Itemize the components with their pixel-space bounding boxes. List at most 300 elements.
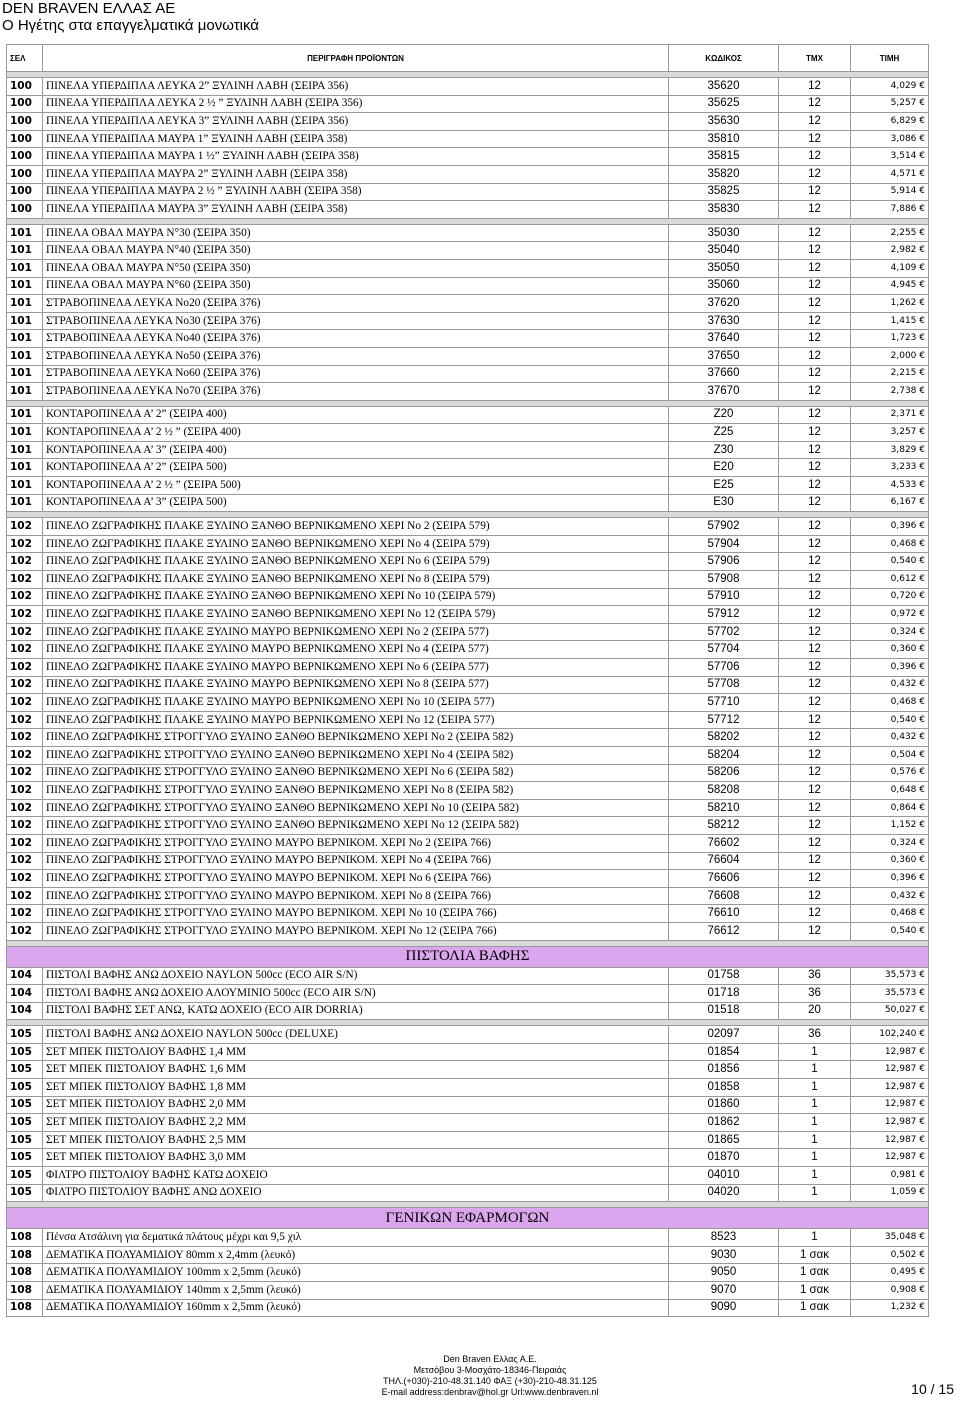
company-name: DEN BRAVEN ΕΛΛΑΣ ΑΕ <box>2 0 176 17</box>
table-row <box>7 834 929 852</box>
table-row <box>7 799 929 817</box>
cell-code: 57904 <box>669 535 779 553</box>
cell-price: 5,914 € <box>851 183 929 201</box>
cell-code: 37620 <box>669 295 779 313</box>
cell-sel: 100 <box>7 165 43 183</box>
cell-quantity: 20 <box>779 1002 851 1020</box>
cell-sel: 100 <box>7 201 43 219</box>
table-row <box>7 1149 929 1167</box>
cell-price: 12,987 € <box>851 1043 929 1061</box>
cell-quantity: 12 <box>779 312 851 330</box>
cell-code: Z20 <box>669 406 779 424</box>
cell-price: 0,468 € <box>851 535 929 553</box>
table-row <box>7 347 929 365</box>
cell-quantity: 1 <box>779 1184 851 1202</box>
cell-sel: 102 <box>7 852 43 870</box>
cell-code: 9030 <box>669 1246 779 1264</box>
cell-sel: 102 <box>7 641 43 659</box>
cell-code: 35815 <box>669 148 779 166</box>
table-row <box>7 365 929 383</box>
cell-code: 57712 <box>669 711 779 729</box>
cell-quantity: 12 <box>779 852 851 870</box>
cell-sel: 102 <box>7 623 43 641</box>
cell-description: ΠΙΝΕΛΑ ΟΒΑΛ ΜΑΥΡΑ Ν°40 (ΣΕΙΡΑ 350) <box>43 242 669 260</box>
table-row <box>7 1043 929 1061</box>
table-row <box>7 295 929 313</box>
table-row <box>7 535 929 553</box>
cell-price: 35,573 € <box>851 967 929 985</box>
cell-code: 8523 <box>669 1229 779 1247</box>
cell-sel: 105 <box>7 1079 43 1097</box>
cell-sel: 100 <box>7 78 43 96</box>
cell-sel: 105 <box>7 1131 43 1149</box>
cell-description: ΠΙΝΕΛΟ ΖΩΓΡΑΦΙΚΗΣ ΠΛΑΚΕ ΞΥΛΙΝΟ ΞΑΝΘΟ ΒΕΡΝΙΚΩΜΕΝΟ ΧΕΡΙ Νο 4 (ΣΕΙΡΑ 579) <box>43 535 669 553</box>
cell-description: ΠΙΝΕΛΟ ΖΩΓΡΑΦΙΚΗΣ ΣΤΡΟΓΓΥΛΟ ΞΥΛΙΝΟ ΞΑΝΘΟ ΒΕΡΝΙΚΩΜΕΝΟ ΧΕΡΙ Νο 2 (ΣΕΙΡΑ 582) <box>43 729 669 747</box>
cell-description: ΣΕΤ ΜΠΕΚ ΠΙΣΤΟΛΙΟΥ ΒΑΦΗΣ 3,0 ΜΜ <box>43 1149 669 1167</box>
table-row <box>7 383 929 401</box>
cell-quantity: 12 <box>779 295 851 313</box>
cell-sel: 101 <box>7 365 43 383</box>
cell-description: ΠΙΝΕΛΟ ΖΩΓΡΑΦΙΚΗΣ ΠΛΑΚΕ ΞΥΛΙΝΟ ΞΑΝΘΟ ΒΕΡΝΙΚΩΜΕΝΟ ΧΕΡΙ Νο 6 (ΣΕΙΡΑ 579) <box>43 553 669 571</box>
cell-price: 35,048 € <box>851 1229 929 1247</box>
cell-description: ΣΤΡΑΒΟΠΙΝΕΛΑ ΛΕΥΚΑ Νο30 (ΣΕΙΡΑ 376) <box>43 312 669 330</box>
cell-quantity: 12 <box>779 165 851 183</box>
table-row <box>7 1002 929 1020</box>
cell-description: ΠΙΝΕΛΑ ΥΠΕΡΔΙΠΛΑ ΛΕΥΚΑ 2” ΞΥΛΙΝΗ ΛΑΒΗ (ΣΕΙΡΑ 356) <box>43 78 669 96</box>
cell-sel: 102 <box>7 887 43 905</box>
cell-price: 12,987 € <box>851 1149 929 1167</box>
cell-quantity: 1 <box>779 1096 851 1114</box>
cell-sel: 100 <box>7 95 43 113</box>
table-row <box>7 1026 929 1044</box>
table-row <box>7 623 929 641</box>
cell-sel: 102 <box>7 571 43 589</box>
col-header-tmx: ΤΜΧ <box>779 45 851 72</box>
cell-price: 1,723 € <box>851 330 929 348</box>
cell-quantity: 12 <box>779 606 851 624</box>
cell-code: 35060 <box>669 277 779 295</box>
cell-code: 57706 <box>669 659 779 677</box>
cell-sel: 101 <box>7 224 43 242</box>
cell-quantity: 12 <box>779 676 851 694</box>
cell-description: ΠΙΝΕΛΟ ΖΩΓΡΑΦΙΚΗΣ ΠΛΑΚΕ ΞΥΛΙΝΟ ΜΑΥΡΟ ΒΕΡΝΙΚΩΜΕΝΟ ΧΕΡΙ Νο 8 (ΣΕΙΡΑ 577) <box>43 676 669 694</box>
cell-price: 0,432 € <box>851 887 929 905</box>
cell-quantity: 12 <box>779 711 851 729</box>
cell-description: ΠΙΝΕΛΟ ΖΩΓΡΑΦΙΚΗΣ ΣΤΡΟΓΓΥΛΟ ΞΥΛΙΝΟ ΜΑΥΡΟ ΒΕΡΝΙΚΟΜ. ΧΕΡΙ Νο 2 (ΣΕΙΡΑ 766) <box>43 834 669 852</box>
cell-quantity: 12 <box>779 887 851 905</box>
footer-contact: E-mail address:denbrav@hol.gr Url:www.denbraven.nl <box>381 1387 599 1397</box>
cell-code: 01860 <box>669 1096 779 1114</box>
cell-description: ΠΙΝΕΛΟ ΖΩΓΡΑΦΙΚΗΣ ΠΛΑΚΕ ΞΥΛΙΝΟ ΜΑΥΡΟ ΒΕΡΝΙΚΩΜΕΝΟ ΧΕΡΙ Νο 12 (ΣΕΙΡΑ 577) <box>43 711 669 729</box>
cell-quantity: 1 σακ <box>779 1246 851 1264</box>
cell-code: 02097 <box>669 1026 779 1044</box>
table-row <box>7 1096 929 1114</box>
cell-price: 0,540 € <box>851 711 929 729</box>
table-row <box>7 406 929 424</box>
cell-code: 35825 <box>669 183 779 201</box>
cell-code: 58212 <box>669 817 779 835</box>
cell-code: 01856 <box>669 1061 779 1079</box>
section-header <box>7 946 929 967</box>
cell-price: 0,468 € <box>851 905 929 923</box>
cell-code: 76606 <box>669 870 779 888</box>
cell-sel: 101 <box>7 441 43 459</box>
cell-quantity: 12 <box>779 330 851 348</box>
table-row <box>7 1061 929 1079</box>
cell-code: 76604 <box>669 852 779 870</box>
cell-description: ΣΕΤ ΜΠΕΚ ΠΙΣΤΟΛΙΟΥ ΒΑΦΗΣ 2,2 ΜΜ <box>43 1114 669 1132</box>
cell-price: 0,396 € <box>851 870 929 888</box>
cell-sel: 102 <box>7 905 43 923</box>
cell-code: E20 <box>669 459 779 477</box>
footer <box>300 1354 680 1398</box>
cell-description: ΠΙΝΕΛΟ ΖΩΓΡΑΦΙΚΗΣ ΣΤΡΟΓΓΥΛΟ ΞΥΛΙΝΟ ΜΑΥΡΟ ΒΕΡΝΙΚΟΜ. ΧΕΡΙ Νο 4 (ΣΕΙΡΑ 766) <box>43 852 669 870</box>
cell-code: 57702 <box>669 623 779 641</box>
cell-quantity: 12 <box>779 905 851 923</box>
cell-description: ΠΙΝΕΛΟ ΖΩΓΡΑΦΙΚΗΣ ΠΛΑΚΕ ΞΥΛΙΝΟ ΜΑΥΡΟ ΒΕΡΝΙΚΩΜΕΝΟ ΧΕΡΙ Νο 4 (ΣΕΙΡΑ 577) <box>43 641 669 659</box>
cell-sel: 101 <box>7 477 43 495</box>
cell-sel: 101 <box>7 295 43 313</box>
cell-price: 2,982 € <box>851 242 929 260</box>
cell-code: 58202 <box>669 729 779 747</box>
cell-sel: 105 <box>7 1096 43 1114</box>
cell-price: 1,262 € <box>851 295 929 313</box>
cell-quantity: 12 <box>779 729 851 747</box>
cell-description: ΠΙΣΤΟΛΙ ΒΑΦΗΣ ΑΝΩ ΔΟΧΕΙΟ NAYLON 500cc (DELUXE) <box>43 1026 669 1044</box>
cell-code: 01718 <box>669 985 779 1003</box>
cell-sel: 102 <box>7 922 43 940</box>
cell-quantity: 12 <box>779 95 851 113</box>
cell-price: 4,571 € <box>851 165 929 183</box>
cell-quantity: 12 <box>779 424 851 442</box>
table-row <box>7 183 929 201</box>
cell-price: 102,240 € <box>851 1026 929 1044</box>
table-row <box>7 113 929 131</box>
table-row <box>7 1167 929 1185</box>
cell-sel: 105 <box>7 1184 43 1202</box>
table-row <box>7 870 929 888</box>
table-row <box>7 242 929 260</box>
cell-code: 35040 <box>669 242 779 260</box>
cell-price: 4,029 € <box>851 78 929 96</box>
cell-quantity: 12 <box>779 535 851 553</box>
cell-sel: 105 <box>7 1167 43 1185</box>
footer-phone: ΤΗΛ.(+030)-210-48.31.140 ΦΑΞ (+30)-210-48.31.125 <box>383 1376 597 1386</box>
cell-price: 0,360 € <box>851 641 929 659</box>
cell-price: 7,886 € <box>851 201 929 219</box>
cell-quantity: 12 <box>779 817 851 835</box>
cell-sel: 101 <box>7 259 43 277</box>
table-row <box>7 1114 929 1132</box>
cell-code: 76602 <box>669 834 779 852</box>
cell-sel: 102 <box>7 659 43 677</box>
table-row <box>7 922 929 940</box>
cell-price: 5,257 € <box>851 95 929 113</box>
cell-description: ΔΕΜΑΤΙΚΑ ΠΟΛΥΑΜΙΔΙΟΥ 100mm x 2,5mm (λευκό) <box>43 1264 669 1282</box>
cell-sel: 102 <box>7 711 43 729</box>
cell-code: 37660 <box>669 365 779 383</box>
table-row <box>7 782 929 800</box>
table-row <box>7 130 929 148</box>
cell-price: 3,829 € <box>851 441 929 459</box>
cell-description: ΠΙΝΕΛΟ ΖΩΓΡΑΦΙΚΗΣ ΠΛΑΚΕ ΞΥΛΙΝΟ ΞΑΝΘΟ ΒΕΡΝΙΚΩΜΕΝΟ ΧΕΡΙ Νο 12 (ΣΕΙΡΑ 579) <box>43 606 669 624</box>
section-header <box>7 1208 929 1229</box>
cell-quantity: 12 <box>779 201 851 219</box>
table-row <box>7 1131 929 1149</box>
cell-code: 04020 <box>669 1184 779 1202</box>
table-row <box>7 887 929 905</box>
cell-sel: 105 <box>7 1114 43 1132</box>
cell-description: ΣΕΤ ΜΠΕΚ ΠΙΣΤΟΛΙΟΥ ΒΑΦΗΣ 1,6 ΜΜ <box>43 1061 669 1079</box>
cell-sel: 101 <box>7 277 43 295</box>
cell-quantity: 12 <box>779 224 851 242</box>
cell-code: 37670 <box>669 383 779 401</box>
cell-description: ΔΕΜΑΤΙΚΑ ΠΟΛΥΑΜΙΔΙΟΥ 80mm x 2,4mm (λευκό) <box>43 1246 669 1264</box>
cell-quantity: 12 <box>779 659 851 677</box>
cell-sel: 101 <box>7 242 43 260</box>
cell-quantity: 12 <box>779 441 851 459</box>
cell-description: ΠΙΝΕΛΟ ΖΩΓΡΑΦΙΚΗΣ ΠΛΑΚΕ ΞΥΛΙΝΟ ΞΑΝΘΟ ΒΕΡΝΙΚΩΜΕΝΟ ΧΕΡΙ Νο 2 (ΣΕΙΡΑ 579) <box>43 518 669 536</box>
price-list-table <box>6 44 929 1317</box>
cell-description: ΠΙΣΤΟΛΙ ΒΑΦΗΣ ΣΕΤ ΑΝΩ, ΚΑΤΩ ΔΟΧΕΙΟ (ECO AIR DORRIA) <box>43 1002 669 1020</box>
table-row <box>7 694 929 712</box>
cell-sel: 108 <box>7 1282 43 1300</box>
cell-price: 12,987 € <box>851 1096 929 1114</box>
cell-sel: 102 <box>7 729 43 747</box>
cell-quantity: 12 <box>779 406 851 424</box>
cell-price: 0,908 € <box>851 1282 929 1300</box>
cell-sel: 102 <box>7 746 43 764</box>
cell-code: 57912 <box>669 606 779 624</box>
cell-quantity: 12 <box>779 571 851 589</box>
cell-code: 57710 <box>669 694 779 712</box>
cell-price: 0,360 € <box>851 852 929 870</box>
cell-description: ΠΙΝΕΛΟ ΖΩΓΡΑΦΙΚΗΣ ΣΤΡΟΓΓΥΛΟ ΞΥΛΙΝΟ ΜΑΥΡΟ ΒΕΡΝΙΚΟΜ. ΧΕΡΙ Νο 10 (ΣΕΙΡΑ 766) <box>43 905 669 923</box>
cell-sel: 101 <box>7 383 43 401</box>
table-row <box>7 985 929 1003</box>
cell-price: 3,086 € <box>851 130 929 148</box>
cell-description: ΣΤΡΑΒΟΠΙΝΕΛΑ ΛΕΥΚΑ Νο40 (ΣΕΙΡΑ 376) <box>43 330 669 348</box>
cell-quantity: 12 <box>779 347 851 365</box>
table-row <box>7 312 929 330</box>
cell-sel: 101 <box>7 494 43 512</box>
cell-code: 58204 <box>669 746 779 764</box>
cell-price: 4,109 € <box>851 259 929 277</box>
cell-price: 0,981 € <box>851 1167 929 1185</box>
cell-price: 0,972 € <box>851 606 929 624</box>
cell-code: 76612 <box>669 922 779 940</box>
cell-sel: 102 <box>7 518 43 536</box>
cell-code: 35625 <box>669 95 779 113</box>
cell-description: ΠΙΝΕΛΟ ΖΩΓΡΑΦΙΚΗΣ ΣΤΡΟΓΓΥΛΟ ΞΥΛΙΝΟ ΞΑΝΘΟ ΒΕΡΝΙΚΩΜΕΝΟ ΧΕΡΙ Νο 8 (ΣΕΙΡΑ 582) <box>43 782 669 800</box>
cell-description: ΠΙΝΕΛΟ ΖΩΓΡΑΦΙΚΗΣ ΣΤΡΟΓΓΥΛΟ ΞΥΛΙΝΟ ΞΑΝΘΟ ΒΕΡΝΙΚΩΜΕΝΟ ΧΕΡΙ Νο 12 (ΣΕΙΡΑ 582) <box>43 817 669 835</box>
table-row <box>7 1246 929 1264</box>
cell-description: ΠΙΣΤΟΛΙ ΒΑΦΗΣ ΑΝΩ ΔΟΧΕΙΟ NAYLON 500cc (ECO AIR S/N) <box>43 967 669 985</box>
cell-price: 0,432 € <box>851 729 929 747</box>
cell-code: 01854 <box>669 1043 779 1061</box>
table-row <box>7 1264 929 1282</box>
cell-code: 9090 <box>669 1299 779 1317</box>
cell-price: 4,945 € <box>851 277 929 295</box>
cell-sel: 101 <box>7 459 43 477</box>
table-row <box>7 1079 929 1097</box>
cell-price: 0,540 € <box>851 922 929 940</box>
cell-code: 37630 <box>669 312 779 330</box>
cell-sel: 101 <box>7 312 43 330</box>
cell-quantity: 12 <box>779 764 851 782</box>
cell-price: 0,540 € <box>851 553 929 571</box>
col-header-price: ΤΙΜΗ <box>851 45 929 72</box>
cell-description: ΠΙΝΕΛΑ ΥΠΕΡΔΙΠΛΑ ΜΑΥΡΑ 3” ΞΥΛΙΝΗ ΛΑΒΗ (ΣΕΙΡΑ 358) <box>43 201 669 219</box>
cell-price: 12,987 € <box>851 1114 929 1132</box>
cell-price: 0,495 € <box>851 1264 929 1282</box>
table-row <box>7 330 929 348</box>
cell-price: 4,533 € <box>851 477 929 495</box>
cell-description: ΠΙΝΕΛΟ ΖΩΓΡΑΦΙΚΗΣ ΠΛΑΚΕ ΞΥΛΙΝΟ ΞΑΝΘΟ ΒΕΡΝΙΚΩΜΕΝΟ ΧΕΡΙ Νο 8 (ΣΕΙΡΑ 579) <box>43 571 669 589</box>
cell-code: 37640 <box>669 330 779 348</box>
cell-price: 6,829 € <box>851 113 929 131</box>
cell-sel: 102 <box>7 606 43 624</box>
cell-code: Z25 <box>669 424 779 442</box>
cell-description: ΠΙΝΕΛΟ ΖΩΓΡΑΦΙΚΗΣ ΣΤΡΟΓΓΥΛΟ ΞΥΛΙΝΟ ΞΑΝΘΟ ΒΕΡΝΙΚΩΜΕΝΟ ΧΕΡΙ Νο 4 (ΣΕΙΡΑ 582) <box>43 746 669 764</box>
cell-sel: 108 <box>7 1299 43 1317</box>
table-row <box>7 905 929 923</box>
cell-code: 35030 <box>669 224 779 242</box>
col-header-sel: ΣΕΛ <box>7 45 43 72</box>
cell-description: ΚΟΝΤΑΡΟΠΙΝΕΛΑ Α’ 2” (ΣΕΙΡΑ 500) <box>43 459 669 477</box>
section-title: ΠΙΣΤΟΛΙΑ ΒΑΦΗΣ <box>7 946 929 967</box>
cell-quantity: 1 <box>779 1149 851 1167</box>
cell-sel: 108 <box>7 1264 43 1282</box>
cell-description: ΠΙΝΕΛΟ ΖΩΓΡΑΦΙΚΗΣ ΠΛΑΚΕ ΞΥΛΙΝΟ ΜΑΥΡΟ ΒΕΡΝΙΚΩΜΕΝΟ ΧΕΡΙ Νο 6 (ΣΕΙΡΑ 577) <box>43 659 669 677</box>
table-row <box>7 764 929 782</box>
cell-price: 0,648 € <box>851 782 929 800</box>
table-row <box>7 852 929 870</box>
table-row <box>7 95 929 113</box>
cell-price: 2,371 € <box>851 406 929 424</box>
cell-code: 35620 <box>669 78 779 96</box>
cell-description: ΠΙΝΕΛΑ ΥΠΕΡΔΙΠΛΑ ΜΑΥΡΑ 2” ΞΥΛΙΝΗ ΛΑΒΗ (ΣΕΙΡΑ 358) <box>43 165 669 183</box>
table-row <box>7 729 929 747</box>
cell-code: 76610 <box>669 905 779 923</box>
cell-price: 0,576 € <box>851 764 929 782</box>
table-row <box>7 518 929 536</box>
cell-price: 0,864 € <box>851 799 929 817</box>
page-number: 10 / 15 <box>911 1381 954 1397</box>
cell-code: 57908 <box>669 571 779 589</box>
cell-code: 76608 <box>669 887 779 905</box>
cell-sel: 101 <box>7 347 43 365</box>
cell-quantity: 36 <box>779 985 851 1003</box>
table-row <box>7 1282 929 1300</box>
table-row <box>7 477 929 495</box>
cell-quantity: 12 <box>779 365 851 383</box>
cell-quantity: 36 <box>779 967 851 985</box>
cell-quantity: 1 <box>779 1167 851 1185</box>
cell-quantity: 12 <box>779 259 851 277</box>
cell-sel: 102 <box>7 588 43 606</box>
table-row <box>7 817 929 835</box>
cell-description: ΠΙΝΕΛΟ ΖΩΓΡΑΦΙΚΗΣ ΣΤΡΟΓΓΥΛΟ ΞΥΛΙΝΟ ΞΑΝΘΟ ΒΕΡΝΙΚΩΜΕΝΟ ΧΕΡΙ Νο 6 (ΣΕΙΡΑ 582) <box>43 764 669 782</box>
footer-address: Μετσόβου 3-Μοσχάτο-18346-Πειραιάς <box>413 1365 567 1375</box>
cell-description: Πένσα Ατσάλινη για δεματικά πλάτους μέχρι και 9,5 χιλ <box>43 1229 669 1247</box>
cell-sel: 102 <box>7 817 43 835</box>
table-row <box>7 165 929 183</box>
cell-sel: 105 <box>7 1149 43 1167</box>
cell-quantity: 12 <box>779 870 851 888</box>
cell-price: 0,720 € <box>851 588 929 606</box>
cell-sel: 108 <box>7 1229 43 1247</box>
cell-code: 57704 <box>669 641 779 659</box>
cell-description: ΠΙΝΕΛΟ ΖΩΓΡΑΦΙΚΗΣ ΣΤΡΟΓΓΥΛΟ ΞΥΛΙΝΟ ΜΑΥΡΟ ΒΕΡΝΙΚΟΜ. ΧΕΡΙ Νο 8 (ΣΕΙΡΑ 766) <box>43 887 669 905</box>
cell-price: 3,233 € <box>851 459 929 477</box>
cell-description: ΣΕΤ ΜΠΕΚ ΠΙΣΤΟΛΙΟΥ ΒΑΦΗΣ 2,0 ΜΜ <box>43 1096 669 1114</box>
cell-sel: 100 <box>7 183 43 201</box>
cell-sel: 102 <box>7 694 43 712</box>
table-row <box>7 148 929 166</box>
cell-code: 9070 <box>669 1282 779 1300</box>
cell-code: 04010 <box>669 1167 779 1185</box>
cell-quantity: 12 <box>779 277 851 295</box>
cell-sel: 100 <box>7 113 43 131</box>
table-row <box>7 967 929 985</box>
cell-quantity: 12 <box>779 242 851 260</box>
cell-quantity: 12 <box>779 477 851 495</box>
cell-description: ΣΕΤ ΜΠΕΚ ΠΙΣΤΟΛΙΟΥ ΒΑΦΗΣ 1,4 ΜΜ <box>43 1043 669 1061</box>
cell-quantity: 12 <box>779 518 851 536</box>
table-row <box>7 1299 929 1317</box>
table-row <box>7 746 929 764</box>
cell-sel: 101 <box>7 330 43 348</box>
cell-code: 35830 <box>669 201 779 219</box>
cell-description: ΚΟΝΤΑΡΟΠΙΝΕΛΑ Α’ 3” (ΣΕΙΡΑ 400) <box>43 441 669 459</box>
cell-description: ΦΙΛΤΡΟ ΠΙΣΤΟΛΙΟΥ ΒΑΦΗΣ ΚΑΤΩ ΔΟΧΕΙΟ <box>43 1167 669 1185</box>
cell-code: 01518 <box>669 1002 779 1020</box>
table-row <box>7 606 929 624</box>
cell-code: 58206 <box>669 764 779 782</box>
cell-description: ΚΟΝΤΑΡΟΠΙΝΕΛΑ Α’ 2 ½ ” (ΣΕΙΡΑ 500) <box>43 477 669 495</box>
cell-price: 12,987 € <box>851 1061 929 1079</box>
cell-quantity: 1 σακ <box>779 1282 851 1300</box>
cell-description: ΣΤΡΑΒΟΠΙΝΕΛΑ ΛΕΥΚΑ Νο50 (ΣΕΙΡΑ 376) <box>43 347 669 365</box>
cell-quantity: 12 <box>779 383 851 401</box>
cell-description: ΚΟΝΤΑΡΟΠΙΝΕΛΑ Α’ 3” (ΣΕΙΡΑ 500) <box>43 494 669 512</box>
cell-sel: 108 <box>7 1246 43 1264</box>
table-row <box>7 711 929 729</box>
cell-price: 0,502 € <box>851 1246 929 1264</box>
cell-price: 1,232 € <box>851 1299 929 1317</box>
cell-sel: 102 <box>7 676 43 694</box>
cell-description: ΣΤΡΑΒΟΠΙΝΕΛΑ ΛΕΥΚΑ Νο20 (ΣΕΙΡΑ 376) <box>43 295 669 313</box>
table-row <box>7 424 929 442</box>
cell-price: 2,738 € <box>851 383 929 401</box>
cell-price: 2,000 € <box>851 347 929 365</box>
cell-description: ΣΕΤ ΜΠΕΚ ΠΙΣΤΟΛΙΟΥ ΒΑΦΗΣ 2,5 ΜΜ <box>43 1131 669 1149</box>
cell-quantity: 36 <box>779 1026 851 1044</box>
cell-quantity: 1 σακ <box>779 1299 851 1317</box>
cell-description: ΠΙΝΕΛΟ ΖΩΓΡΑΦΙΚΗΣ ΠΛΑΚΕ ΞΥΛΙΝΟ ΜΑΥΡΟ ΒΕΡΝΙΚΩΜΕΝΟ ΧΕΡΙ Νο 10 (ΣΕΙΡΑ 577) <box>43 694 669 712</box>
cell-quantity: 1 <box>779 1079 851 1097</box>
table-row <box>7 224 929 242</box>
cell-description: ΦΙΛΤΡΟ ΠΙΣΤΟΛΙΟΥ ΒΑΦΗΣ ΑΝΩ ΔΟΧΕΙΟ <box>43 1184 669 1202</box>
table-row <box>7 641 929 659</box>
table-row <box>7 78 929 96</box>
cell-code: Z30 <box>669 441 779 459</box>
table-row <box>7 676 929 694</box>
cell-quantity: 12 <box>779 553 851 571</box>
cell-sel: 102 <box>7 782 43 800</box>
cell-price: 12,987 € <box>851 1079 929 1097</box>
